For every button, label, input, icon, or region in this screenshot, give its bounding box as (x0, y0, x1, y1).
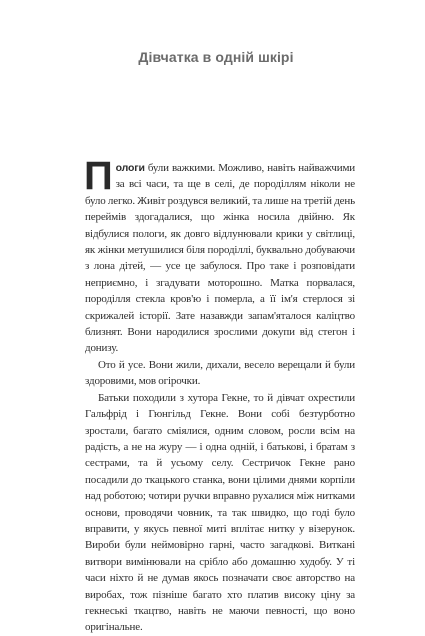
body-text (84, 154, 355, 636)
paragraph-1-text: були важкими. Можливо, навіть найважчими за всі часи, та ще в селі, де породіллям ніколи не було легко. Живіт роздувся великий, та лише на третій день переймів здогадалися, що жінка носила двійню. Як відбулися пологи, як довго відлунювали крики у світлиці, як жінки метушилися біля породіллі, буквально добуваючи з лона дітей, — усе це забулося. Про таке і розповідати неприємно, і згадувати моторошно. Матка порвалася, породілля стекла кров'ю і померла, а її ім'я стерлося зі скрижалей історії. Зате назавжди запам'яталося каліцтво близнят. Вони народилися зрослими докупи від стегон і донизу. (85, 162, 355, 355)
drop-cap: П (84, 154, 113, 198)
chapter-title: Дівчатка в одній шкірі (138, 49, 294, 65)
paragraph-3: Батьки походили з хутора Гекне, то й дівчат охрестили Гальфрід і Гюнгільд Гекне. Вони собі безтурботно зростали, багато сміялися, одним словом, росли всім на радість, а не на журу — і одна одній, і батькові, і братам з сестрами, та й усьому селу. Сестричок Гекне рано посадили до ткацького станка, вони цілими днями корпіли над роботою; чотири ручки вправно рухалися між нитками основи, проводячи човник, та так швидко, що годі було вправити, у якусь певної миті вплітає нитку у візерунок. Вироби були неймовірно гарні, часто загадкові. Виткані витвори вимінювали на срібло або домашню худобу. У ті часи ніхто й не думав якось позначати своє авторство на виробах, тож пізніше багато хто платив високу ціну за гекнеські ткацтво, навіть не маючи певності, що воно оригінальне. (85, 391, 355, 634)
paragraph-1 (84, 154, 355, 357)
lead-in-word: ологи (115, 162, 145, 174)
paragraph-2: Ото й усе. Вони жили, дихали, весело верещали й були здоровими, мов огірочки. (85, 358, 355, 388)
